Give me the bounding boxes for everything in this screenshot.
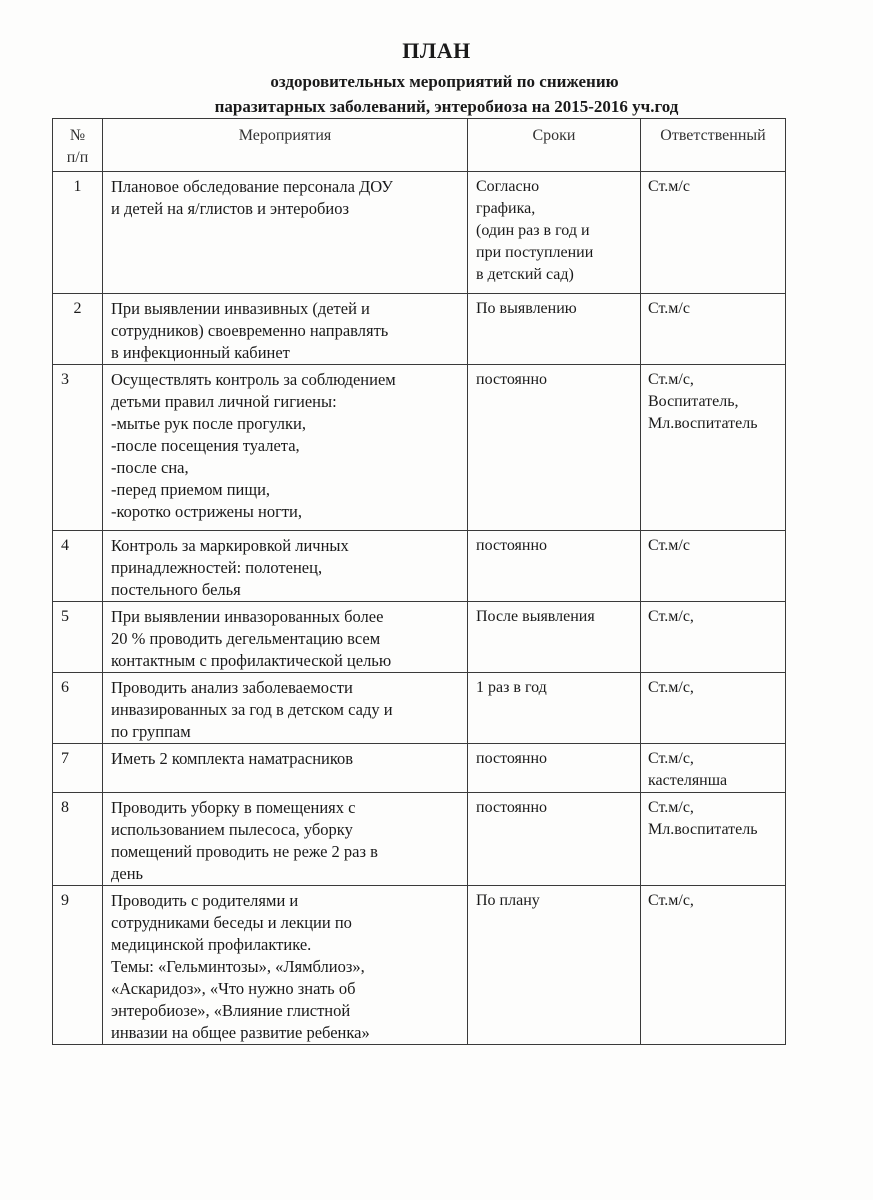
activity-cell-line: Проводить уборку в помещениях с <box>111 798 356 817</box>
term-cell <box>468 531 641 602</box>
activity-cell-line: помещений проводить не реже 2 раз в <box>111 842 378 861</box>
activity-cell-line: Контроль за маркировкой личных <box>111 536 349 555</box>
activity-cell-line: в инфекционный кабинет <box>111 343 290 362</box>
activity-cell <box>103 294 468 365</box>
responsible-cell-line: Ст.м/с <box>648 178 690 195</box>
term-cell <box>468 793 641 886</box>
table-row <box>53 673 786 744</box>
table-row <box>53 531 786 602</box>
header-num <box>53 119 103 172</box>
activity-cell-line: сотрудников) своевременно направлять <box>111 321 389 340</box>
activity-cell-line: инвазии на общее развитие ребенка» <box>111 1023 370 1042</box>
responsible-cell-line: Ст.м/с, <box>648 371 694 388</box>
term-cell <box>468 172 641 294</box>
header-responsible: Ответственный <box>641 119 786 172</box>
responsible-cell <box>641 365 786 531</box>
header-num-line2: п/п <box>66 149 89 166</box>
table-row <box>53 172 786 294</box>
responsible-cell-line: Мл.воспитатель <box>648 415 758 432</box>
term-cell <box>468 365 641 531</box>
activity-cell-line: энтеробиозе», «Влияние глистной <box>111 1001 351 1020</box>
header-term: Сроки <box>468 119 641 172</box>
activity-cell-line: Осуществлять контроль за соблюдением <box>111 370 396 389</box>
responsible-cell-line: Воспитатель, <box>648 393 739 410</box>
plan-table <box>52 118 786 1045</box>
activity-cell-line: принадлежностей: полотенец, <box>111 558 323 577</box>
responsible-cell-line: кастелянша <box>648 772 728 789</box>
activity-cell <box>103 793 468 886</box>
row-number: 5 <box>53 602 103 673</box>
table-row <box>53 365 786 531</box>
table-row <box>53 886 786 1045</box>
term-cell <box>468 673 641 744</box>
activity-cell-line: -перед приемом пищи, <box>111 480 271 499</box>
activity-cell-line: контактным с профилактической целью <box>111 651 392 670</box>
responsible-cell <box>641 793 786 886</box>
activity-cell-line: и детей на я/глистов и энтеробиоз <box>111 199 349 218</box>
activity-cell-line: -после сна, <box>111 458 189 477</box>
activity-cell <box>103 602 468 673</box>
table-row <box>53 744 786 793</box>
activity-cell-line: -мытье рук после прогулки, <box>111 414 306 433</box>
activity-cell <box>103 886 468 1045</box>
responsible-cell-line: Ст.м/с, <box>648 799 694 816</box>
term-cell-line: постоянно <box>476 537 548 554</box>
term-cell-line: постоянно <box>476 799 548 816</box>
responsible-cell <box>641 294 786 365</box>
table-row <box>53 294 786 365</box>
document-title: ПЛАН <box>402 38 471 63</box>
header-num-line1: № <box>69 127 86 144</box>
activity-cell-line: медицинской профилактике. <box>111 935 312 954</box>
responsible-cell-line: Ст.м/с <box>648 300 690 317</box>
activity-cell-line: При выявлении инвазивных (детей и <box>111 299 370 318</box>
term-cell-line: 1 раз в год <box>476 679 547 696</box>
activity-cell-line: Проводить анализ заболеваемости <box>111 678 353 697</box>
responsible-cell <box>641 172 786 294</box>
activity-cell-line: Темы: «Гельминтозы», «Лямблиоз», <box>111 957 365 976</box>
responsible-cell-line: Ст.м/с, <box>648 608 694 625</box>
responsible-cell-line: Ст.м/с, <box>648 892 694 909</box>
header-activity: Мероприятия <box>103 119 468 172</box>
term-cell-line: После выявления <box>476 608 595 625</box>
responsible-cell-line: Ст.м/с, <box>648 679 694 696</box>
table-row <box>53 602 786 673</box>
activity-cell-line: инвазированных за год в детском саду и <box>111 700 393 719</box>
table-body <box>53 172 786 1045</box>
term-cell-line: при поступлении <box>476 244 594 261</box>
activity-cell-line: Проводить с родителями и <box>111 891 299 910</box>
activity-cell <box>103 172 468 294</box>
term-cell <box>468 602 641 673</box>
row-number: 3 <box>53 365 103 531</box>
term-cell-line: По выявлению <box>476 300 577 317</box>
responsible-cell <box>641 602 786 673</box>
activity-cell-line: -коротко острижены ногти, <box>111 502 303 521</box>
responsible-cell <box>641 886 786 1045</box>
responsible-cell <box>641 744 786 793</box>
term-cell-line: постоянно <box>476 750 548 767</box>
document-subtitle-line1: оздоровительных мероприятий по снижению <box>270 72 619 91</box>
row-number: 6 <box>53 673 103 744</box>
activity-cell <box>103 744 468 793</box>
term-cell <box>468 886 641 1045</box>
term-cell <box>468 744 641 793</box>
activity-cell-line: детьми правил личной гигиены: <box>111 392 337 411</box>
row-number: 7 <box>53 744 103 793</box>
responsible-cell-line: Ст.м/с, <box>648 750 694 767</box>
activity-cell <box>103 531 468 602</box>
term-cell-line: По плану <box>476 892 540 909</box>
activity-cell-line: постельного белья <box>111 580 241 599</box>
activity-cell-line: по группам <box>111 722 191 741</box>
row-number: 2 <box>53 294 103 365</box>
responsible-cell <box>641 531 786 602</box>
term-cell-line: Согласно <box>476 178 540 195</box>
activity-cell-line: день <box>111 864 144 883</box>
activity-cell-line: использованием пылесоса, уборку <box>111 820 353 839</box>
document-subtitle-line2: паразитарных заболеваний, энтеробиоза на 2015-2016 уч.год <box>214 97 679 116</box>
responsible-cell <box>641 673 786 744</box>
responsible-cell-line: Мл.воспитатель <box>648 821 758 838</box>
table-row <box>53 793 786 886</box>
term-cell-line: постоянно <box>476 371 548 388</box>
row-number: 9 <box>53 886 103 1045</box>
responsible-cell-line: Ст.м/с <box>648 537 690 554</box>
activity-cell-line: Плановое обследование персонала ДОУ <box>111 177 393 196</box>
activity-cell-line: «Аскаридоз», «Что нужно знать об <box>111 979 356 998</box>
term-cell <box>468 294 641 365</box>
row-number: 8 <box>53 793 103 886</box>
activity-cell <box>103 673 468 744</box>
activity-cell-line: При выявлении инвазорованных более <box>111 607 384 626</box>
table-header-row <box>53 119 786 172</box>
term-cell-line: в детский сад) <box>476 266 574 283</box>
term-cell-line: графика, <box>476 200 536 217</box>
row-number: 1 <box>53 172 103 294</box>
row-number: 4 <box>53 531 103 602</box>
activity-cell-line: -после посещения туалета, <box>111 436 300 455</box>
activity-cell-line: сотрудниками беседы и лекции по <box>111 913 352 932</box>
activity-cell <box>103 365 468 531</box>
activity-cell-line: Иметь 2 комплекта наматрасников <box>111 749 354 768</box>
activity-cell-line: 20 % проводить дегельментацию всем <box>111 629 381 648</box>
term-cell-line: (один раз в год и <box>476 222 590 239</box>
